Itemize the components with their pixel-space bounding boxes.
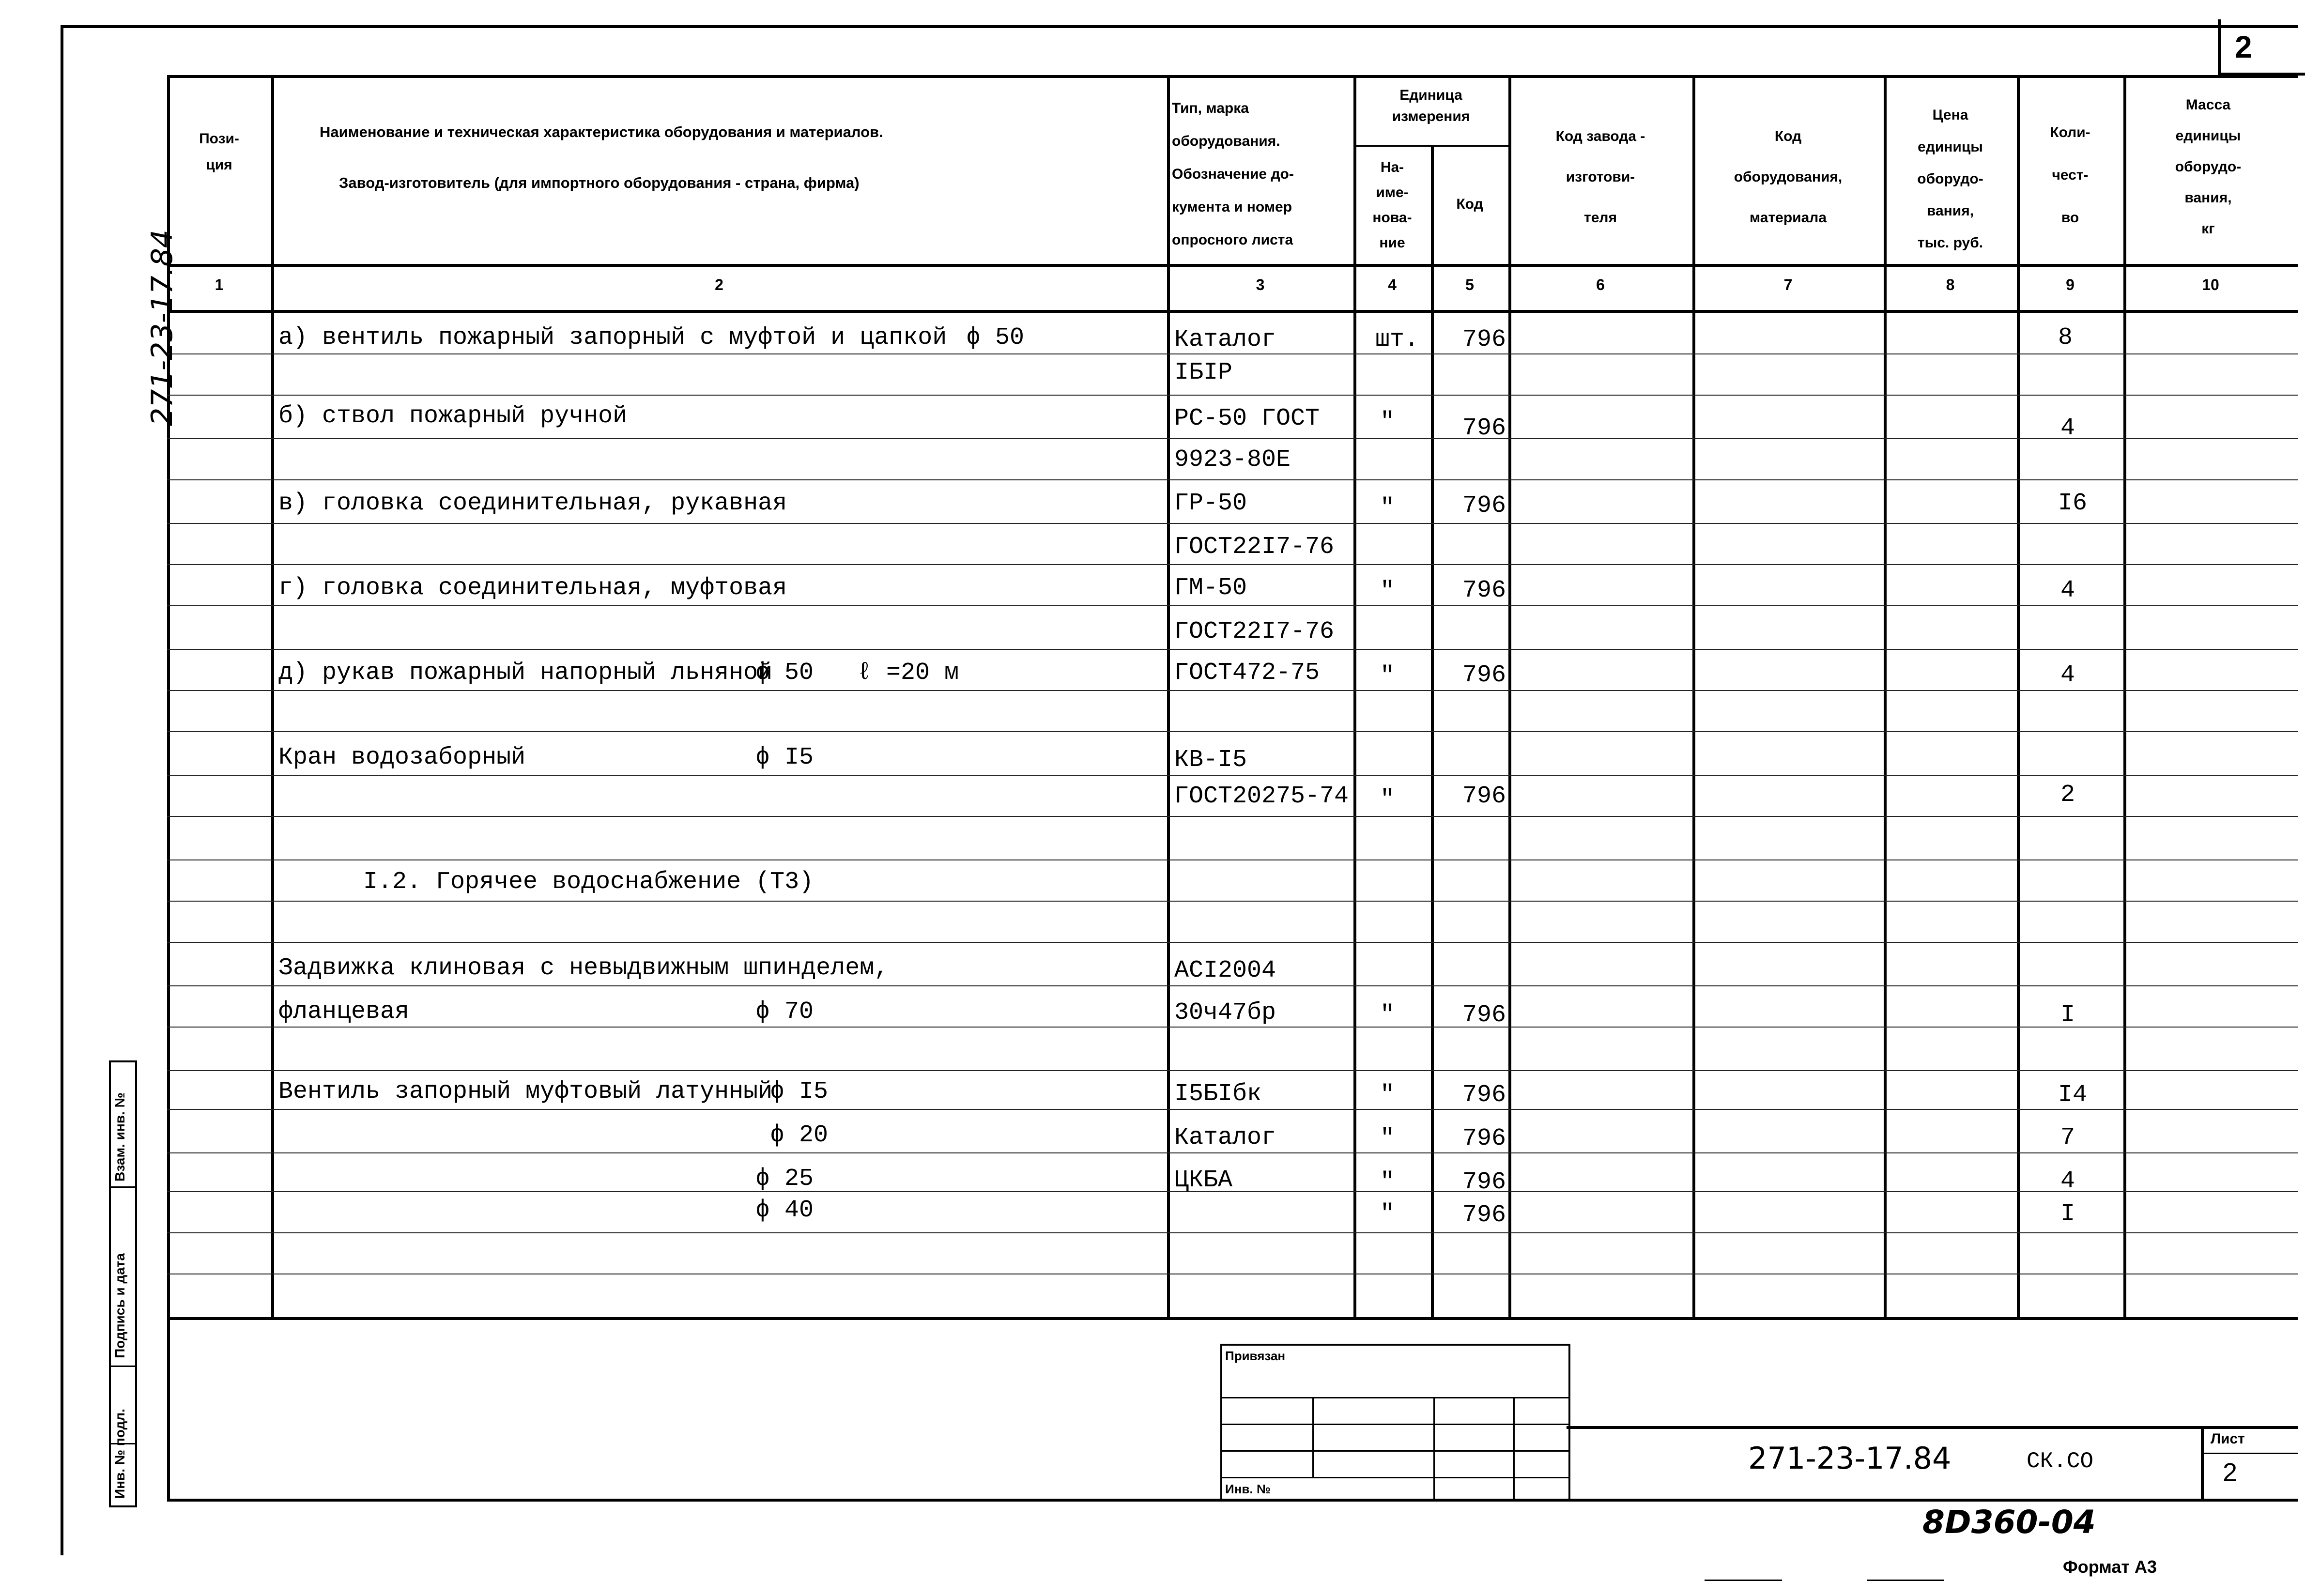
row-line <box>167 942 2298 943</box>
privyazan-label: Привязан <box>1225 1349 1286 1363</box>
page-number: 2 <box>2235 30 2252 64</box>
row-g-unit: " <box>1380 578 1395 605</box>
row-vent-qty: I4 <box>2058 1081 2088 1109</box>
row-line <box>167 438 2298 439</box>
sidebar-inv-podl: Инв. № подл. <box>112 1409 127 1499</box>
row-vent20-dia: ɸ 20 <box>770 1121 829 1149</box>
row-zadv2-type: 30ч47бр <box>1174 999 1276 1027</box>
row-line <box>167 395 2298 396</box>
row-d-type: ГОСТ472-75 <box>1174 659 1320 687</box>
col-line-5 <box>1508 75 1511 1317</box>
table-top <box>167 75 2298 78</box>
row-vent25-dia: ɸ 25 <box>755 1165 814 1193</box>
row-line <box>167 523 2298 524</box>
row-zadv2-dia: ɸ 70 <box>755 998 814 1026</box>
row-vent25-type: ЦКБА <box>1174 1166 1233 1194</box>
header-type: Тип, марка оборудования. Обозначение до- кумента и номер опросного листа <box>1172 100 1294 248</box>
row-a-unit: шт. <box>1375 326 1419 353</box>
row-line <box>167 1232 2298 1233</box>
row-vent40-qty: I <box>2060 1200 2075 1228</box>
row-line <box>167 1070 2298 1071</box>
col-line-8 <box>2017 75 2020 1317</box>
header-name-line2: Завод-изготовитель (для импортного оборудования - страна, фирма) <box>339 174 860 191</box>
row-kran-name: Кран водозаборный <box>278 744 526 771</box>
row-a-dia: ɸ 50 <box>966 324 1025 352</box>
row-a-code: 796 <box>1462 326 1506 353</box>
row-v-name: в) головка соединительная, рукавная <box>278 490 787 517</box>
row-vent40-unit: " <box>1380 1200 1395 1228</box>
row-a-qty: 8 <box>2058 324 2073 352</box>
priv-line <box>1220 1477 1568 1478</box>
row-vent20-type: Каталог <box>1174 1124 1276 1151</box>
col-line-9 <box>2123 75 2126 1317</box>
row-v-qty: I6 <box>2058 490 2088 517</box>
row-d-len: ℓ =20 м <box>857 659 959 687</box>
row-line <box>167 605 2298 606</box>
header-price: Цена единицы оборудо- вания, тыс. руб. <box>1917 107 1983 251</box>
row-line <box>167 690 2298 691</box>
col-line-6 <box>1692 75 1695 1317</box>
row-vent-code: 796 <box>1462 1081 1506 1109</box>
row-vent20-qty: 7 <box>2060 1124 2075 1151</box>
header-unit: Единица измерения <box>1392 87 1470 124</box>
row-d-name: д) рукав пожарный напорный льняной <box>278 659 773 687</box>
priv-line <box>1220 1397 1568 1398</box>
header-unit-code: Код <box>1456 196 1483 212</box>
row-vent-dia: ɸ I5 <box>770 1078 829 1105</box>
row-v-type: ГР-50 <box>1174 490 1247 517</box>
bottom-rule <box>1867 1580 1944 1581</box>
row-vent25-qty: 4 <box>2060 1167 2075 1195</box>
table-bottom <box>167 1317 2298 1320</box>
header-qty: Коли- чест- во <box>2050 124 2090 226</box>
row-vent20-unit: " <box>1380 1125 1395 1152</box>
frame-top <box>61 25 2298 28</box>
row-d-code: 796 <box>1462 661 1506 689</box>
row-zadv2-qty: I <box>2060 1001 2075 1029</box>
row-a2-type: IБIР <box>1174 359 1233 386</box>
inv-label: Инв. № <box>1225 1482 1271 1496</box>
row-line <box>167 649 2298 650</box>
col-line-7 <box>1884 75 1887 1317</box>
row-b-qty: 4 <box>2060 414 2075 442</box>
row-vent20-code: 796 <box>1462 1125 1506 1152</box>
row-v2-type: ГОСТ22I7-76 <box>1174 533 1335 561</box>
section-heading: I.2. Горячее водоснабжение (Т3) <box>363 868 814 896</box>
list-box-mid <box>2201 1453 2298 1454</box>
list-box-left <box>2201 1426 2204 1499</box>
priv-vline <box>1312 1397 1314 1477</box>
row-kran-type: КВ-I5 <box>1174 746 1247 774</box>
row-line <box>167 985 2298 986</box>
colnum-1: 1 <box>215 276 224 293</box>
header-maker-code: Код завода - изготови- теля <box>1555 128 1645 226</box>
row-g-qty: 4 <box>2060 577 2075 604</box>
row-vent25-code: 796 <box>1462 1168 1506 1196</box>
row-line <box>167 479 2298 480</box>
colnum-8: 8 <box>1946 276 1955 293</box>
page-num-box-left <box>2218 19 2221 75</box>
bottom-rule <box>1705 1580 1782 1581</box>
side-handwritten-code: 271-23-17.84 <box>145 230 179 426</box>
sidebar-vzam: Взам. инв. № <box>112 1092 127 1182</box>
row-b-unit: " <box>1380 408 1395 436</box>
header-name-line1: Наименование и техническая характеристика оборудования и материалов. <box>320 123 883 140</box>
row-zadv-name: Задвижка клиновая с невыдвижным шпинделем, <box>278 954 889 982</box>
frame-left <box>61 25 63 1555</box>
sidebar-div <box>109 1186 135 1188</box>
title-top <box>1567 1426 2298 1429</box>
row-line <box>167 816 2298 817</box>
row-vent-name: Вентиль запорный муфтовый латунный <box>278 1078 773 1105</box>
row-d-dia: ɸ 50 <box>755 659 814 687</box>
row-line <box>167 564 2298 565</box>
colnum-9: 9 <box>2066 276 2074 293</box>
row-zadv2-name: фланцевая <box>278 998 410 1026</box>
priv-line <box>1220 1450 1568 1452</box>
colnum-4: 4 <box>1388 276 1397 293</box>
row-line <box>167 775 2298 776</box>
colnum-5: 5 <box>1465 276 1474 293</box>
row-g2-type: ГОСТ22I7-76 <box>1174 618 1335 645</box>
sidebar-podpis: Подпись и дата <box>112 1253 127 1358</box>
list-number: 2 <box>2223 1458 2238 1487</box>
row-line <box>167 1152 2298 1153</box>
bottom-handwritten-code: 8D360-04 <box>1922 1504 2096 1541</box>
row-b-type: РС-50 ГОСТ <box>1174 405 1320 432</box>
row-b2-type: 9923-80Е <box>1174 446 1291 474</box>
sidebar-div <box>109 1366 135 1367</box>
col-line-3 <box>1353 75 1356 1317</box>
list-label: Лист <box>2211 1431 2245 1447</box>
row-vent40-code: 796 <box>1462 1201 1506 1229</box>
col-line-1 <box>271 75 274 1317</box>
priv-line <box>1220 1424 1568 1425</box>
row-v-code: 796 <box>1462 492 1506 520</box>
row-line <box>167 1109 2298 1110</box>
colnum-bottom <box>167 310 2298 313</box>
unit-split <box>1353 145 1508 147</box>
row-d-qty: 4 <box>2060 661 2075 689</box>
colnum-7: 7 <box>1783 276 1793 293</box>
header-mass: Масса единицы оборудо- вания, кг <box>2175 97 2242 237</box>
row-line <box>167 901 2298 902</box>
row-g-code: 796 <box>1462 577 1506 604</box>
row-line <box>167 859 2298 860</box>
row-zadv-type: АСI2004 <box>1174 957 1276 984</box>
colnum-10: 10 <box>2202 276 2219 293</box>
row-d-unit: " <box>1380 662 1395 690</box>
priv-vline <box>1513 1397 1515 1499</box>
priv-vline <box>1433 1397 1435 1499</box>
row-a-name: а) вентиль пожарный запорный с муфтой и цапкой <box>278 324 947 352</box>
colnum-3: 3 <box>1256 276 1265 293</box>
format-label: Формат А3 <box>2063 1557 2157 1577</box>
colnum-6: 6 <box>1596 276 1605 293</box>
row-b-name: б) ствол пожарный ручной <box>278 402 628 430</box>
row-a-type: Каталог <box>1174 326 1276 353</box>
row-kran2-type: ГОСТ20275-74 <box>1174 783 1349 810</box>
header-pos: Пози- ция <box>199 131 239 173</box>
row-g-type: ГМ-50 <box>1174 574 1247 602</box>
stamp-left-inner <box>167 1317 170 1501</box>
header-bottom <box>167 264 2298 267</box>
col-line-2 <box>1167 75 1170 1317</box>
row-zadv2-code: 796 <box>1462 1001 1506 1029</box>
row-zadv2-unit: " <box>1380 1001 1395 1029</box>
row-kran2-qty: 2 <box>2060 781 2075 809</box>
row-b-code: 796 <box>1462 414 1506 442</box>
doc-suffix: СК.СО <box>2027 1449 2094 1474</box>
header-unit-name: На- име- нова- ние <box>1372 159 1412 251</box>
row-vent-unit: " <box>1380 1081 1395 1109</box>
row-g-name: г) головка соединительная, муфтовая <box>278 574 787 602</box>
row-vent40-dia: ɸ 40 <box>755 1197 814 1224</box>
colnum-2: 2 <box>715 276 723 293</box>
row-v-unit: " <box>1380 494 1395 522</box>
doc-code: 271-23-17.84 <box>1748 1441 1952 1476</box>
row-vent25-unit: " <box>1380 1168 1395 1196</box>
row-kran2-unit: " <box>1380 786 1395 813</box>
row-kran2-code: 796 <box>1462 783 1506 810</box>
header-equip-code: Код оборудования, материала <box>1734 128 1843 226</box>
row-kran-dia: ɸ I5 <box>755 744 814 771</box>
row-line <box>167 731 2298 732</box>
row-vent-type: I5БIбк <box>1174 1080 1262 1108</box>
